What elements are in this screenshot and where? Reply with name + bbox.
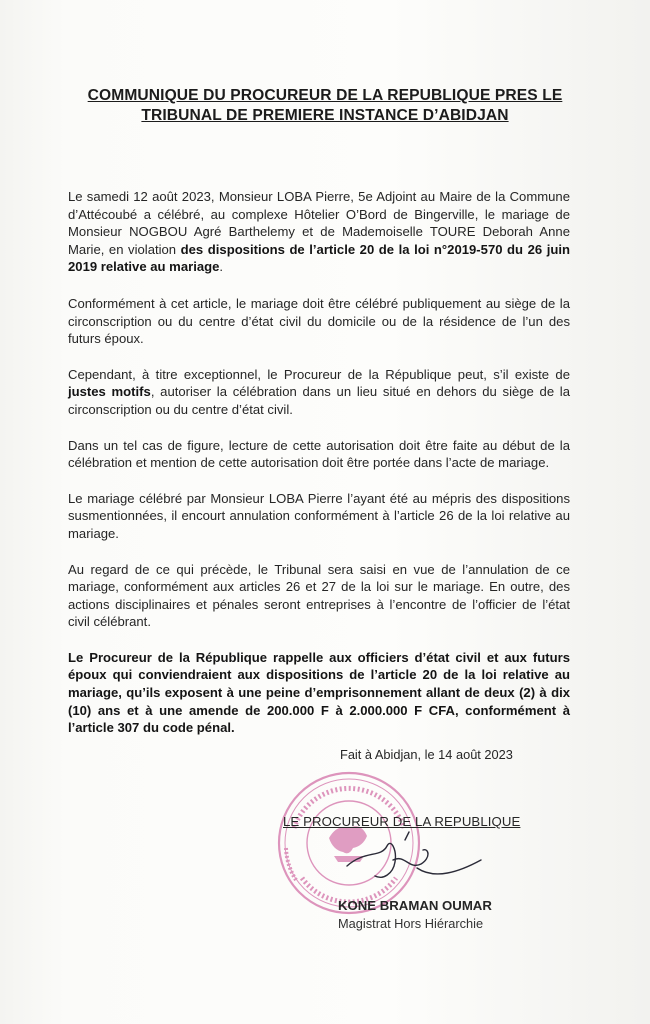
paragraph-6: Au regard de ce qui précède, le Tribunal sera saisi en vue de l’annulation de ce mariage, conformément aux articles 26 et 27 de la loi sur le mariage. En outre, des actions disciplinaires et pénales seront entreprises à l’encontre de l’officier de l’état civil célébrant. bbox=[68, 561, 570, 630]
paragraph-7-bold: Le Procureur de la République rappelle aux officiers d’état civil et aux futurs époux qui conviendraient aux dispositions de l’article 20 de la loi relative au mariage, qu’ils exposent à une peine d’emprisonnement allant de deux (2) à dix (10) ans et à une amende de 200.000 F à 2.000.000 F CFA, conformément à l’article 307 du code pénal. bbox=[68, 649, 570, 736]
paragraph-3-text: Cependant, à titre exceptionnel, le Procureur de la République peut, s’il existe de bbox=[68, 366, 570, 382]
handwritten-signature-icon bbox=[335, 820, 495, 900]
signatory-name: KONE BRAMAN OUMAR bbox=[338, 898, 492, 913]
paragraph-5: Le mariage célébré par Monsieur LOBA Pierre l’ayant été au mépris des dispositions susmentionnées, il encourt annulation conformément à l’article 26 de la loi relative au mariage. bbox=[68, 490, 570, 541]
paragraph-1-end: . bbox=[219, 259, 224, 275]
signatory-rank: Magistrat Hors Hiérarchie bbox=[338, 916, 484, 931]
paragraph-1-bold: des dispositions de l’article 20 de la loi n°2019-570 du 26 juin 2019 relative au mariage bbox=[68, 241, 571, 275]
paragraph-1-text: Le samedi 12 août 2023, Monsieur LOBA Pierre, 5e Adjoint au Maire de la Commune d’Attécoubé a célébré, au complexe Hôtelier O’Bord de Bingerville, le mariage de Monsieur NOGBOU Agré Barthelemy et de Mademoiselle TOURE Deborah Anne Marie, en violation bbox=[68, 189, 570, 257]
document-title bbox=[60, 86, 590, 126]
paragraph-2: Conformément à cet article, le mariage doit être célébré publiquement au siège de la circonscription ou du centre d’état civil du domicile ou de la résidence de l’un des futurs époux. bbox=[68, 295, 570, 347]
paragraph-3 bbox=[68, 366, 570, 419]
document-body bbox=[68, 188, 570, 755]
signatory-title: LE PROCUREUR DE LA REPUBLIQUE bbox=[283, 814, 521, 829]
title-line-1: COMMUNIQUE DU PROCUREUR DE LA REPUBLIQUE PRES LE bbox=[87, 87, 563, 104]
paragraph-3-end: , autoriser la célébration dans un lieu situé en dehors du siège de la circonscription ou du centre d’état civil. bbox=[68, 384, 570, 417]
paragraph-1 bbox=[68, 188, 570, 276]
paragraph-3-bold: justes motifs bbox=[68, 384, 151, 400]
place-date: Fait à Abidjan, le 14 août 2023 bbox=[340, 747, 513, 762]
title-line-2: TRIBUNAL DE PREMIERE INSTANCE D’ABIDJAN bbox=[141, 107, 509, 124]
paragraph-4: Dans un tel cas de figure, lecture de cette autorisation doit être faite au début de la célébration et mention de cette autorisation doit être portée dans l’acte de mariage. bbox=[68, 437, 570, 471]
